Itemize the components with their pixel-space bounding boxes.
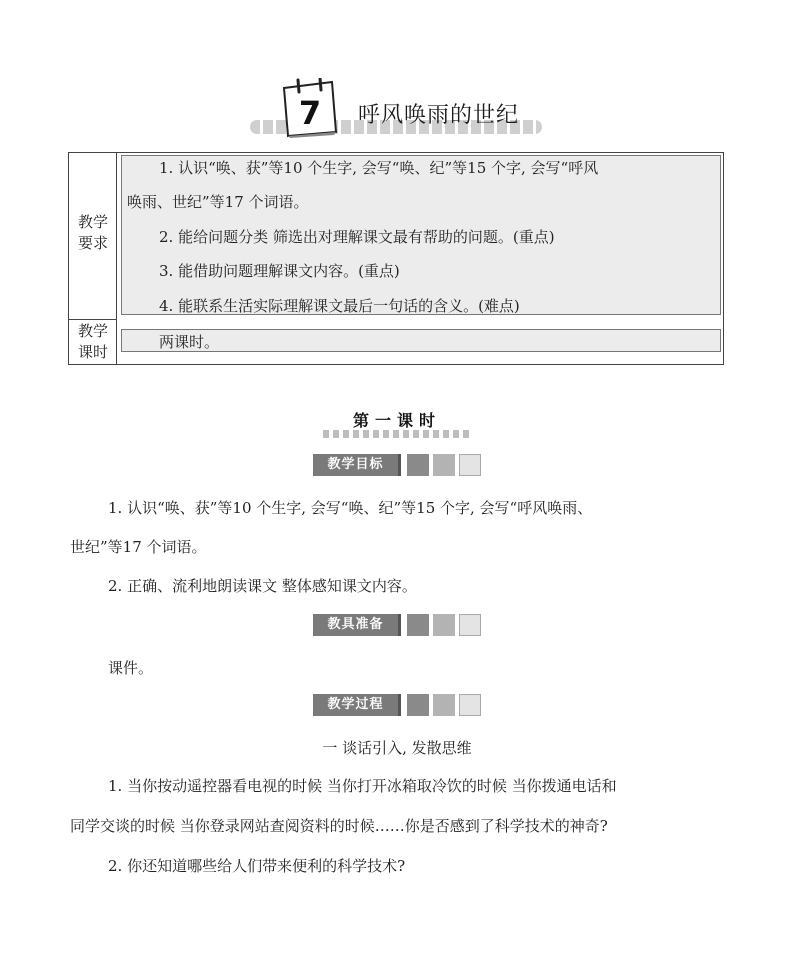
hours-text: 两课时。: [159, 333, 220, 351]
table-row-divider: [69, 319, 117, 320]
section-title-underline: [323, 430, 471, 438]
calendar-icon: [276, 78, 338, 138]
tag-square: [459, 614, 481, 636]
tools-paragraph: 课件。: [108, 659, 154, 677]
tag-square: [459, 454, 481, 476]
tag-label: 教学过程: [313, 694, 401, 716]
tag-label: 教学目标: [313, 454, 401, 476]
lesson-title: 呼风唤雨的世纪: [358, 103, 520, 128]
process-heading: 一 谈话引入, 发散思维: [322, 739, 472, 757]
tag-label: 教具准备: [313, 614, 401, 636]
process-paragraph: 1. 当你按动遥控器看电视的时候 当你打开冰箱取冷饮的时候 当你拨通电话和: [108, 777, 617, 795]
process-paragraph: 同学交谈的时候 当你登录网站查阅资料的时候……你是否感到了科学技术的神奇?: [70, 817, 608, 835]
goal-paragraph: 2. 正确、流利地朗读课文 整体感知课文内容。: [108, 577, 417, 595]
section-title: 第一课时: [352, 411, 441, 430]
objectives-table: [68, 152, 724, 365]
tag-square: [459, 694, 481, 716]
goal-line: 2. 能给问题分类 筛选出对理解课文最有帮助的问题。(重点): [159, 228, 555, 246]
tag-square: [433, 614, 455, 636]
hours-label-line2: 课时: [77, 343, 108, 361]
lesson-banner: [250, 78, 542, 144]
goal-paragraph: 世纪”等17 个词语。: [70, 538, 207, 556]
table-label-column: [69, 153, 117, 364]
tag-teaching-tools: [313, 614, 481, 636]
requirements-label-line1: 教学: [77, 213, 108, 231]
goal-line: 4. 能联系生活实际理解课文最后一句话的含义。(难点): [159, 297, 520, 315]
tag-square: [433, 454, 455, 476]
tag-square: [407, 614, 429, 636]
goal-line: 唤雨、世纪”等17 个词语。: [127, 193, 309, 211]
lesson-number: 7: [298, 94, 322, 132]
goal-line: 3. 能借助问题理解课文内容。(重点): [159, 262, 400, 280]
process-paragraph: 2. 你还知道哪些给人们带来便利的科学技术?: [108, 857, 406, 875]
tag-teaching-goals: [313, 454, 481, 476]
tag-square: [407, 694, 429, 716]
tag-square: [407, 454, 429, 476]
goal-paragraph: 1. 认识“唤、获”等10 个生字, 会写“唤、纪”等15 个字, 会写“呼风唤雨、: [108, 499, 593, 517]
requirements-label-line2: 要求: [77, 234, 108, 252]
hours-label-line1: 教学: [77, 322, 108, 340]
tag-square: [433, 694, 455, 716]
tag-teaching-process: [313, 694, 481, 716]
goal-line: 1. 认识“唤、获”等10 个生字, 会写“唤、纪”等15 个字, 会写“呼风: [159, 159, 599, 177]
